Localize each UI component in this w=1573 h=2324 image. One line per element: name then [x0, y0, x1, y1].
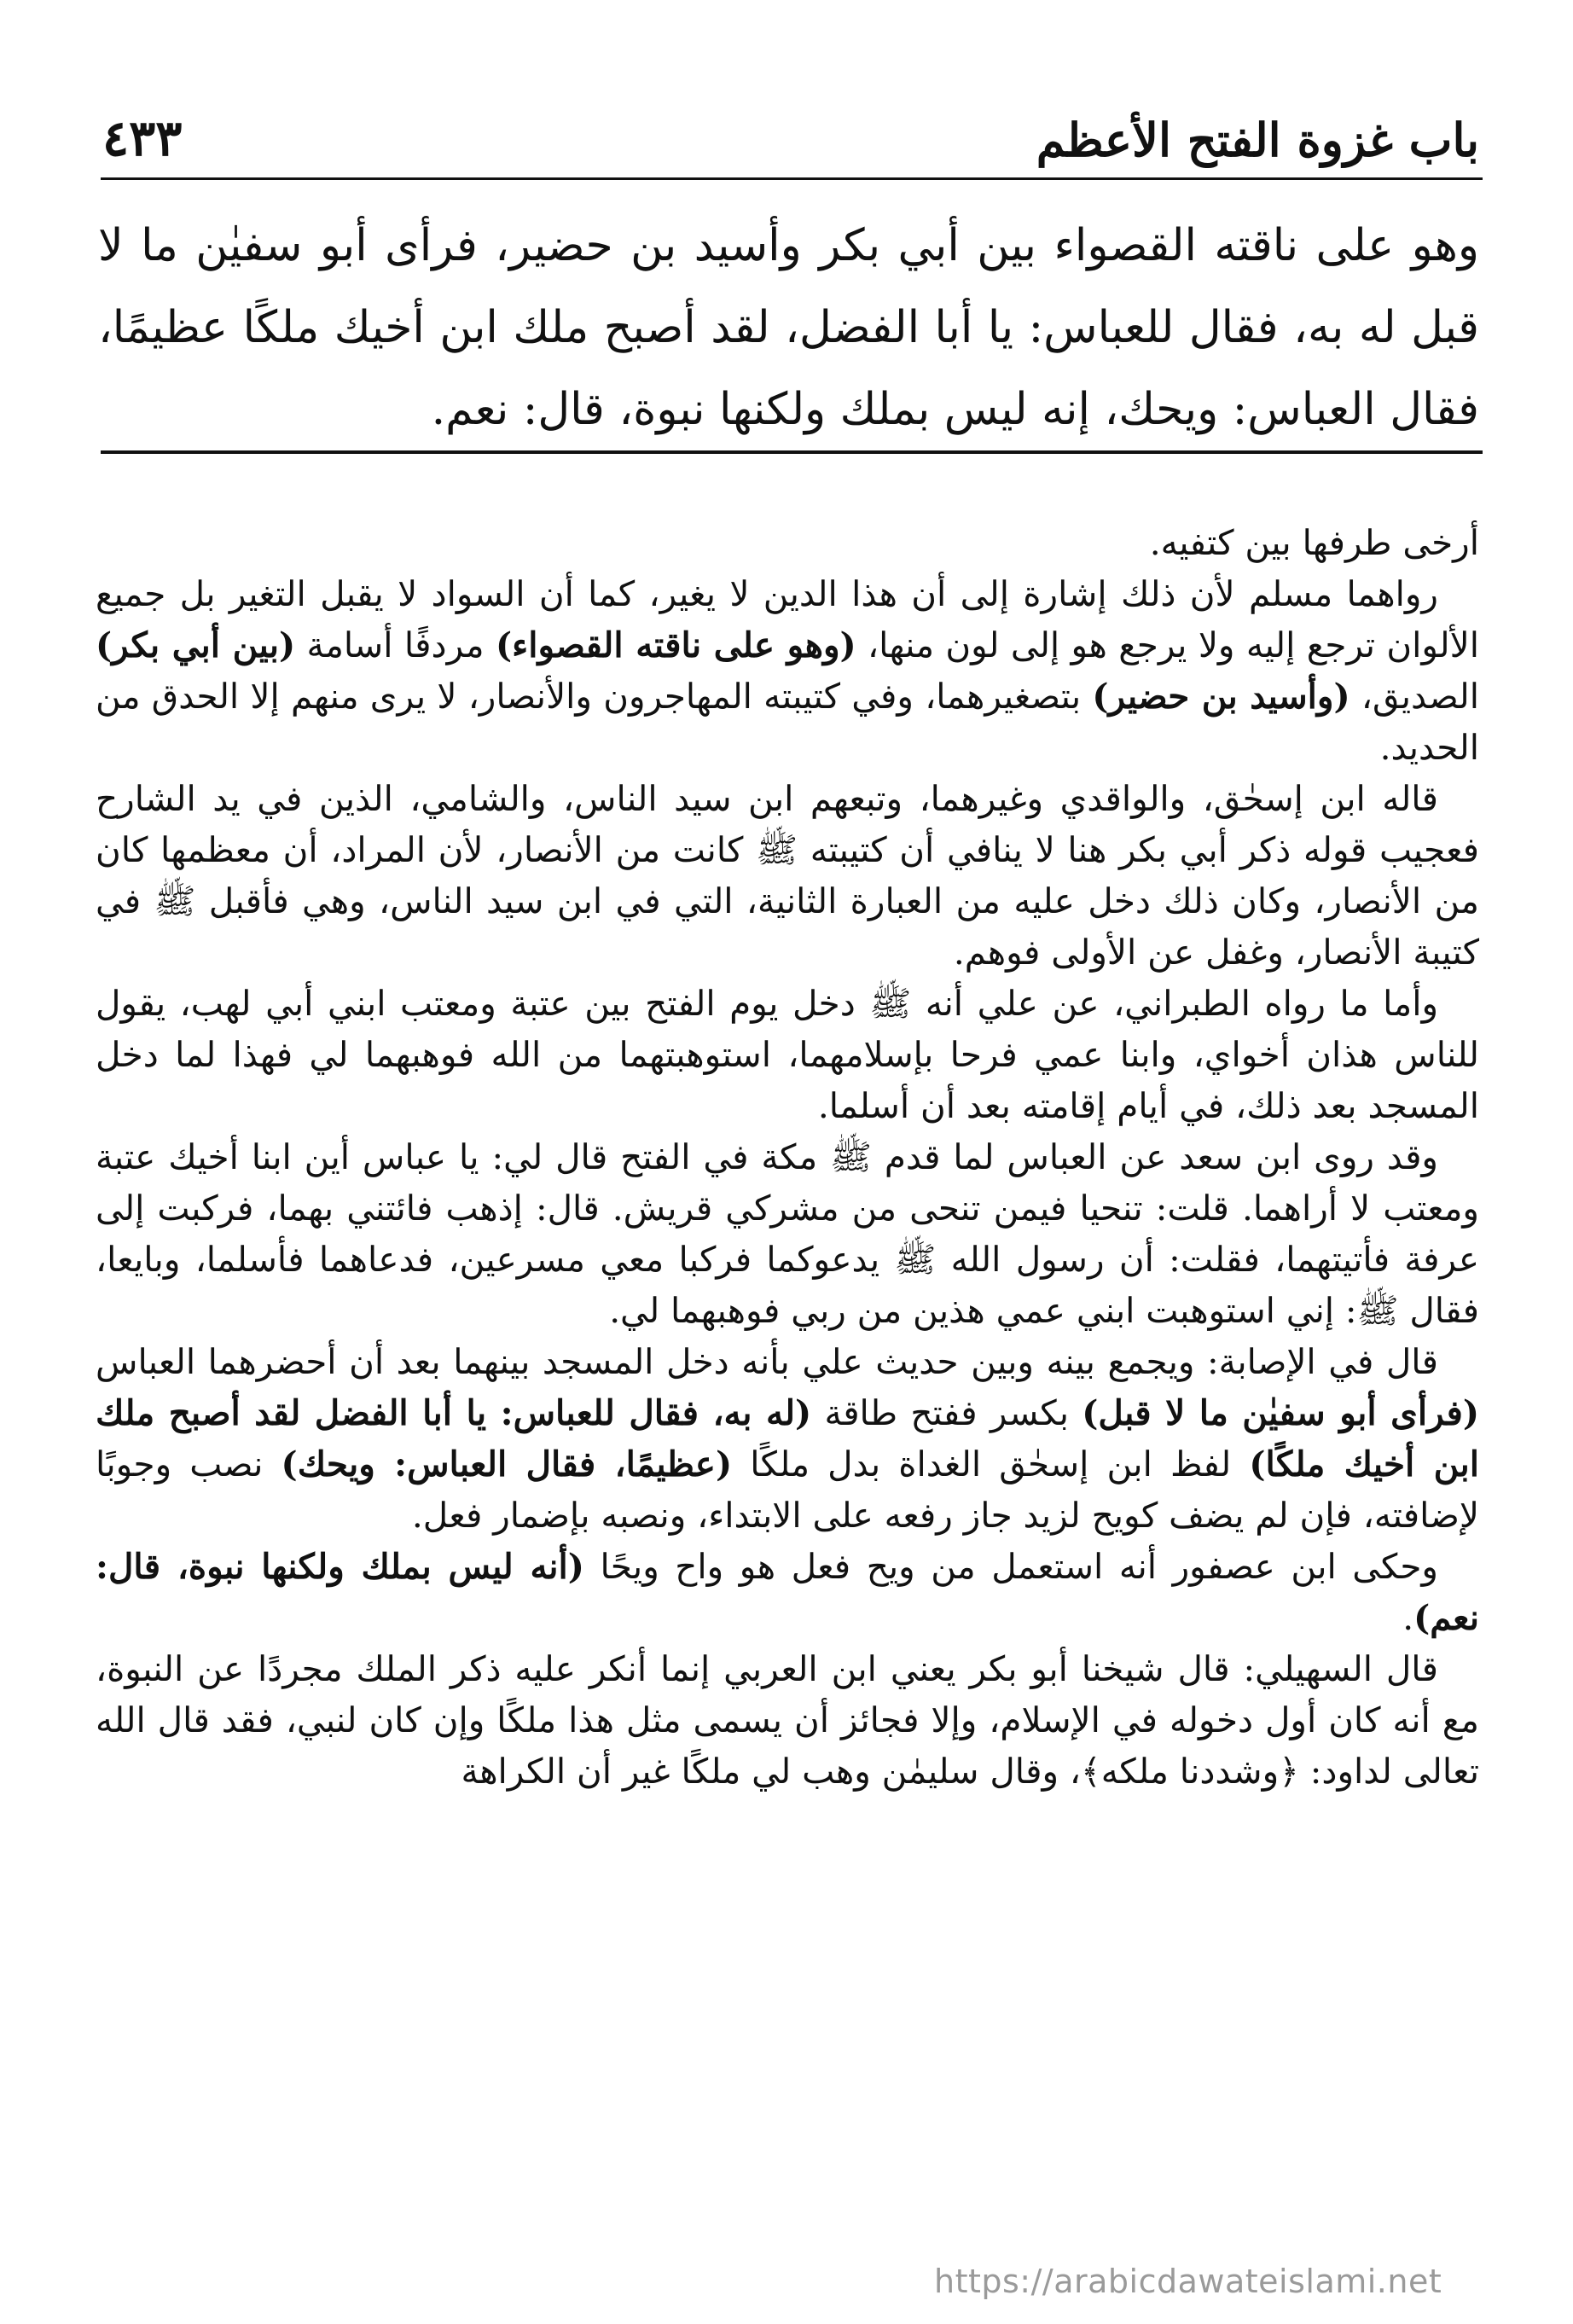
- commentary-text: وقد روى ابن سعد عن العباس لما قدم ﷺ مكة في الفتح قال لي: يا عباس أين ابنا أخيك عتبة ومعتب لا أراهما. قلت: تنحيا فيمن تنحى من مشركي قريش. قال: إذهب فائتني بهما، فركبت إلى عرفة فأتيتهما، فقلت: أن رسول الله ﷺ يدعوكما فركبا معي مسرعين، فدعاهما فأسلما، وبايعا، فقال ﷺ: إني استوهبت ابني عمي هذين من ربي فوهبهما لي.: [96, 1136, 1479, 1331]
- main-text: وهو على ناقته القصواء بين أبي بكر وأسيد بن حضير، فرأى أبو سفيٰن ما لا قبل له به، فقال للعباس: يا أبا الفضل، لقد أصبح ملك ابن أخيك ملكًا عظيمًا، فقال العباس: ويحك، إنه ليس بملك ولكنها نبوة، قال: نعم.: [98, 220, 1479, 435]
- watermark-url: https://arabicdawateislami.net: [934, 2263, 1442, 2300]
- commentary-text: نصب وجوبًا لإضافته، فإن لم يضف كويح لزيد جاز رفعه على الابتداء، ونصبه بإضمار فعل.: [96, 1444, 1479, 1536]
- commentary-text: مردفًا أسامة: [295, 625, 496, 665]
- main-text-block: [98, 205, 1479, 450]
- commentary-text: قال السهيلي: قال شيخنا أبو بكر يعني ابن العربي إنما أنكر عليه ذكر الملك مجردًا عن النبوة، مع أنه كان أول دخوله في الإسلام، وإلا فجائز أن يسمى مثل هذا ملكًا وإن كان لنبي، فقد قال الله تعالى لداود: ﴿وشددنا ملكه﴾، وقال سليمٰن وهب لي ملكًا غير أن الكراهة: [96, 1648, 1479, 1792]
- commentary-text: بكسر ففتح طاقة: [811, 1392, 1083, 1433]
- commentary-text: الصديق،: [1350, 676, 1480, 717]
- main-text-divider: [101, 450, 1483, 454]
- commentary-paragraph: [96, 1336, 1479, 1541]
- commentary-text: قال في الإصابة: ويجمع بينه وبين حديث علي بأنه دخل المسجد بينهما بعد أن أحضرهما العباس: [96, 1341, 1438, 1382]
- commentary-text: .: [1402, 1597, 1414, 1638]
- quoted-matn-segment: (بين أبي بكر): [96, 625, 296, 665]
- commentary-text: وحكى ابن عصفور أنه استعمل من ويح فعل هو واح ويحًا: [583, 1546, 1438, 1587]
- commentary-paragraph: [96, 773, 1479, 978]
- header-divider: [101, 177, 1483, 180]
- commentary-text: بتصغيرهما، وفي كتيبته المهاجرون والأنصار، لا يرى منهم إلا الحدق من الحديد.: [96, 676, 1479, 768]
- commentary-text: قاله ابن إسحٰق، والواقدي وغيرهما، وتبعهم ابن سيد الناس، والشامي، الذين في يد الشارح فعجيب قوله ذكر أبي بكر هنا لا ينافي أن كتيبته ﷺ كانت من الأنصار، لأن المراد، أن معظمها كان من الأنصار، وكان ذلك دخل عليه من العبارة الثانية، التي في ابن سيد الناس، وهي فأقبل ﷺ في كتيبة الأنصار، وغفل عن الأولى فوهم.: [96, 778, 1479, 973]
- commentary-block: [96, 517, 1479, 1797]
- page-number: ٤٣٣: [102, 109, 183, 167]
- quoted-matn-segment: (وهو على ناقته القصواء): [496, 625, 856, 665]
- quoted-matn-segment: (فرأى أبو سفيٰن ما لا قبل): [1082, 1392, 1479, 1433]
- quoted-matn-segment: (عظيمًا، فقال العباس: ويحك): [281, 1444, 733, 1484]
- chapter-title: باب غزوة الفتح الأعظم: [1036, 113, 1479, 167]
- commentary-text: رواهما مسلم لأن ذلك إشارة إلى أن هذا الدين لا يغير، كما أن السواد لا يقبل التغير بل جميع الألوان ترجع إليه ولا يرجع هو إلى لون منها،: [96, 573, 1479, 665]
- quoted-matn-segment: (له به، فقال للعباس: يا أبا الفضل لقد أصبح ملك ابن أخيك ملكًا): [96, 1392, 1479, 1484]
- commentary-text: أرخى طرفها بين كتفيه.: [1149, 522, 1479, 563]
- quoted-matn-segment: (أنه ليس بملك ولكنها نبوة، قال: نعم): [96, 1546, 1479, 1638]
- running-header: [102, 82, 1479, 167]
- commentary-text: وأما ما رواه الطبراني، عن علي أنه ﷺ دخل يوم الفتح بين عتبة ومعتب ابني أبي لهب، يقول للناس هذان أخواي، وابنا عمي فرحا بإسلامهما، استوهبتهما من الله فوهبهما لي فهذا لما دخل المسجد بعد ذلك، في أيام إقامته بعد أن أسلما.: [96, 983, 1479, 1126]
- quoted-matn-segment: (وأسيد بن حضير): [1092, 676, 1350, 717]
- commentary-paragraph: [96, 568, 1479, 773]
- commentary-paragraph: [96, 1131, 1479, 1336]
- commentary-paragraph: [96, 517, 1479, 568]
- commentary-paragraph: [96, 1541, 1479, 1643]
- commentary-text: لفظ ابن إسحٰق الغداة بدل ملكًا: [732, 1444, 1250, 1484]
- commentary-paragraph: [96, 1643, 1479, 1797]
- commentary-paragraph: [96, 978, 1479, 1131]
